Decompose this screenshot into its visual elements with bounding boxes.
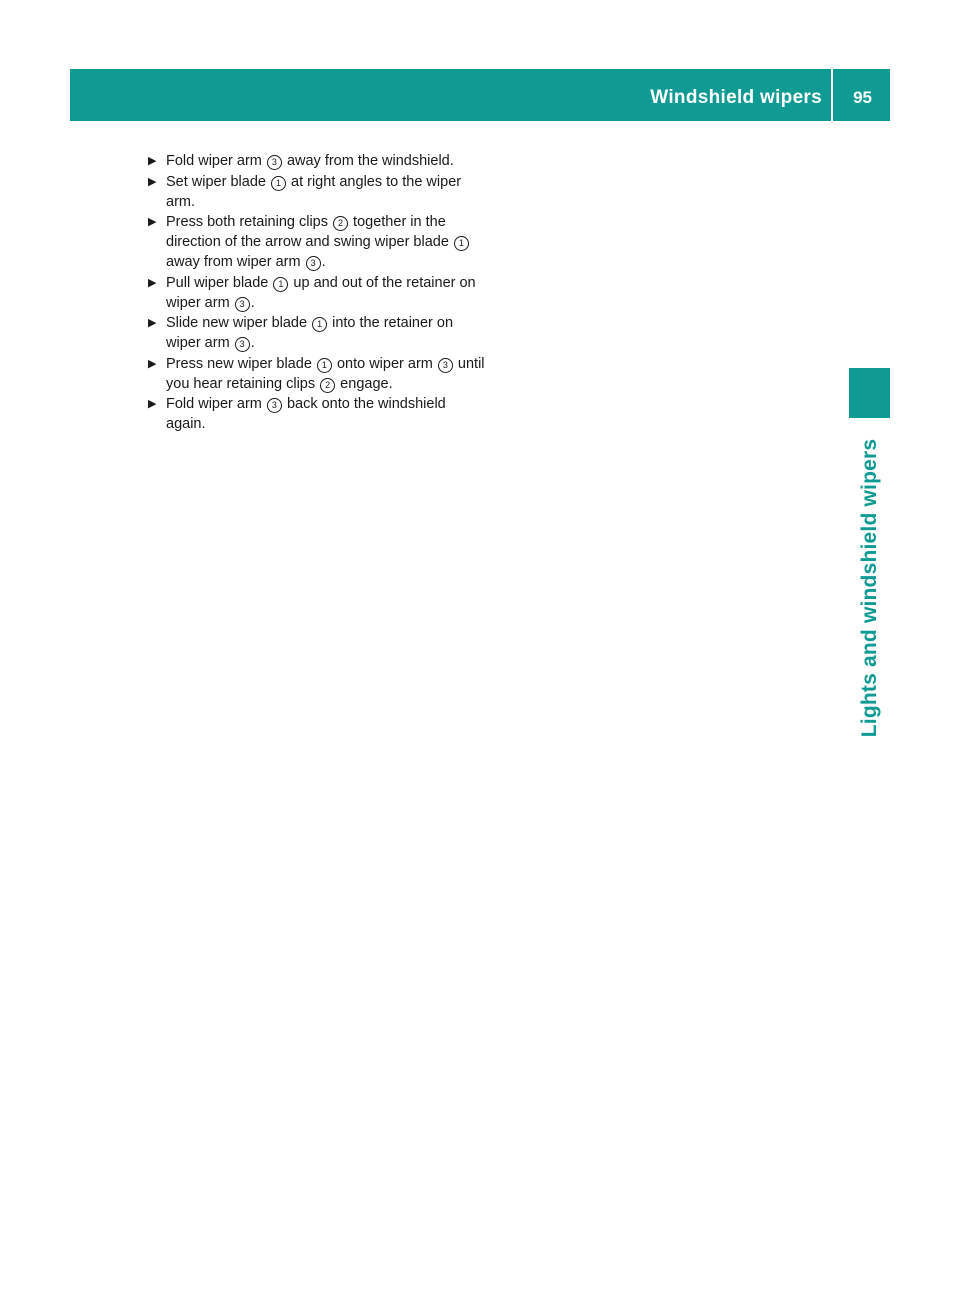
instruction-text-segment: Pull wiper blade: [166, 274, 273, 291]
instruction-text-segment: up and out of the retainer on wiper arm: [166, 274, 476, 311]
instruction-text-segment: .: [250, 335, 255, 351]
instruction-text: [166, 214, 470, 270]
callout-number-icon: 1: [273, 277, 288, 292]
triangle-right-icon: ▶: [148, 276, 157, 289]
triangle-right-icon: ▶: [148, 317, 157, 329]
callout-number-icon: 3: [235, 337, 250, 352]
callout-number-icon: 3: [438, 358, 453, 373]
chapter-tab-marker: [849, 368, 890, 418]
instruction-text-segment: Press both retaining clips: [166, 214, 333, 230]
instruction-text: [166, 174, 461, 210]
instruction-text-segment: Fold wiper arm: [166, 153, 266, 169]
instruction-text-segment: onto wiper arm: [332, 355, 437, 372]
callout-number-icon: 1: [317, 358, 332, 373]
callout-number-icon: 1: [312, 317, 327, 332]
instruction-text: [166, 356, 485, 392]
instruction-text-segment: engage.: [336, 375, 393, 392]
instruction-step: [146, 172, 486, 212]
instruction-text-segment: Fold wiper arm: [166, 396, 266, 412]
instruction-text-segment: into the retainer on wiper arm: [166, 315, 454, 351]
instruction-text-segment: back onto the windshield again.: [166, 396, 446, 432]
instruction-text-segment: .: [250, 294, 255, 311]
instruction-text: [166, 315, 453, 351]
triangle-right-icon: ▶: [148, 398, 157, 410]
instruction-text-segment: at right angles to the wiper arm.: [166, 173, 462, 210]
instruction-text-segment: .: [321, 254, 326, 270]
instruction-step: [146, 273, 486, 313]
callout-number-icon: 1: [454, 236, 469, 251]
chapter-tab-label: Lights and windshield wipers: [858, 438, 881, 738]
instruction-step: [146, 354, 486, 394]
instruction-text: [166, 396, 446, 432]
instruction-text: [166, 275, 476, 311]
triangle-right-icon: ▶: [148, 216, 157, 228]
instruction-step: [146, 151, 486, 171]
instruction-text: [166, 153, 454, 169]
instruction-text-segment: away from the windshield.: [282, 153, 454, 169]
header-divider: [831, 69, 833, 121]
instruction-text-segment: until you hear retaining clips: [166, 355, 485, 392]
triangle-right-icon: ▶: [148, 175, 157, 188]
section-title: Windshield wipers: [650, 87, 822, 108]
header-bar: [70, 69, 890, 121]
instruction-step: [146, 212, 486, 272]
instruction-list: [146, 151, 486, 435]
page-number: 95: [853, 88, 872, 107]
instruction-step: [146, 313, 486, 353]
callout-number-icon: 3: [306, 256, 321, 271]
instruction-text-segment: away from wiper arm: [166, 254, 305, 270]
callout-number-icon: 3: [267, 398, 282, 413]
callout-number-icon: 1: [271, 176, 286, 191]
instruction-text-segment: Set wiper blade: [166, 173, 270, 190]
callout-number-icon: 2: [320, 378, 335, 393]
callout-number-icon: 2: [333, 216, 348, 231]
triangle-right-icon: ▶: [148, 357, 157, 370]
instruction-text-segment: together in the direction of the arrow and swing wiper blade: [166, 214, 453, 250]
instruction-text-segment: Slide new wiper blade: [166, 315, 312, 331]
callout-number-icon: 3: [235, 297, 250, 312]
triangle-right-icon: ▶: [148, 155, 157, 167]
callout-number-icon: 3: [267, 155, 282, 170]
instruction-step: [146, 394, 486, 434]
instruction-text-segment: Press new wiper blade: [166, 355, 316, 372]
